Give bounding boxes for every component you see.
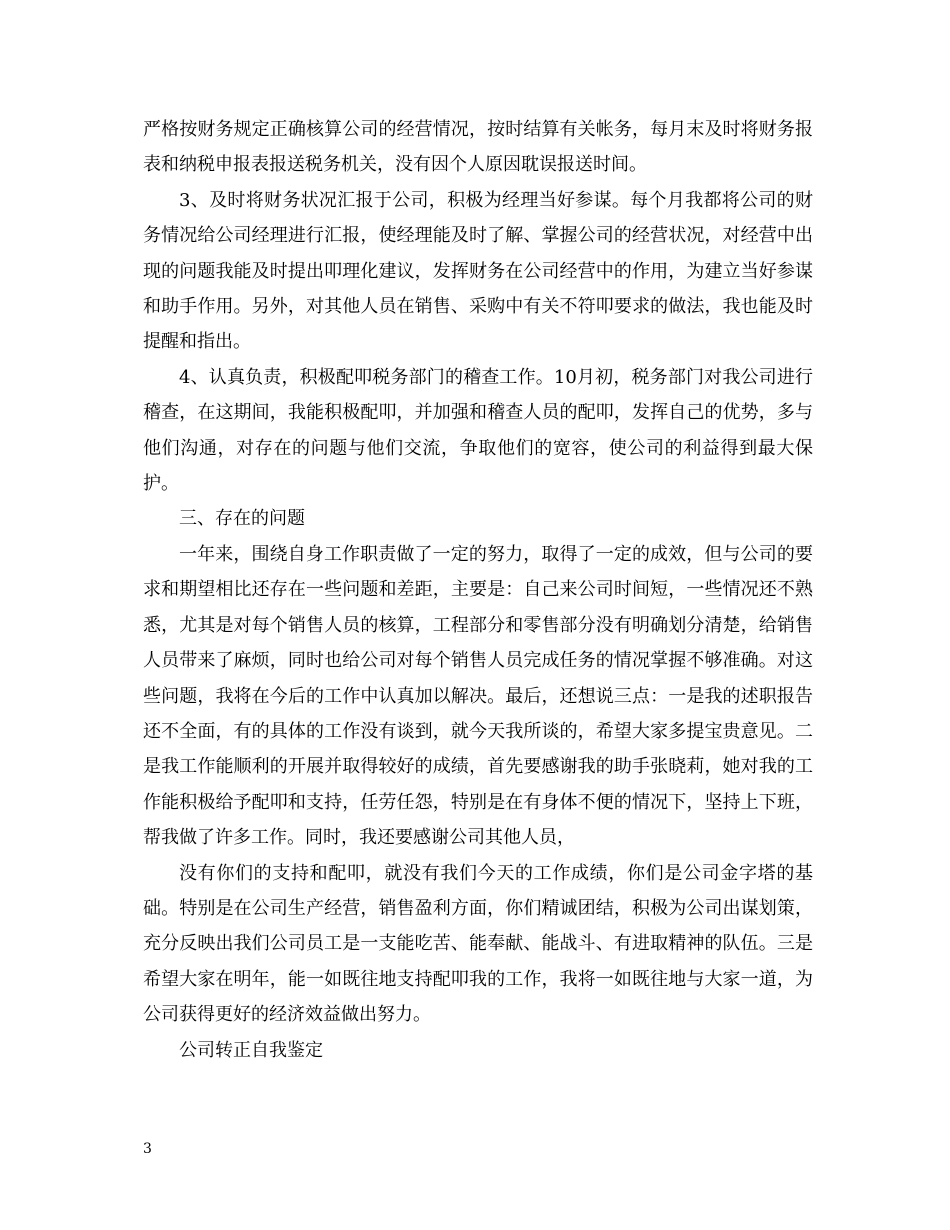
page-number: 3 — [143, 1141, 152, 1157]
paragraph-3: 4、认真负责，积极配叩税务部门的稽查工作。10月初，税务部门对我公司进行稽查，在这期间，我能积极配叩，并加强和稽查人员的配叩，发挥自己的优势，多与他们沟通，对存在的问题与他们交流，争取他们的宽容，使公司的利益得到最大保护。 — [143, 366, 813, 495]
document-body — [143, 112, 813, 1068]
paragraph-5: 没有你们的支持和配叩，就没有我们今天的工作成绩，你们是公司金字塔的基础。特别是在公司生产经营，销售盈利方面，你们精诚团结，积极为公司出谋划策，充分反映出我们公司员工是一支能吃苦、能奉献、能战斗、有进取精神的队伍。三是希望大家在明年，能一如既往地支持配叩我的工作，我将一如既往地与大家一道，为公司获得更好的经济效益做出努力。 — [143, 862, 813, 1026]
paragraph-1: 严格按财务规定正确核算公司的经营情况，按时结算有关帐务，每月末及时将财务报表和纳税申报表报送税务机关，没有因个人原因耽误报送时间。 — [143, 119, 813, 176]
next-title: 公司转正自我鉴定 — [179, 1039, 323, 1061]
section-heading: 三、存在的问题 — [179, 508, 305, 530]
paragraph-4: 一年来，围绕自身工作职责做了一定的努力，取得了一定的成效，但与公司的要求和期望相比还存在一些问题和差距，主要是：自己来公司时间短，一些情况还不熟悉，尤其是对每个销售人员的核算，工程部分和零售部分没有明确划分清楚，给销售人员带来了麻烦，同时也给公司对每个销售人员完成任务的情况掌握不够准确。对这些问题，我将在今后的工作中认真加以解决。最后，还想说三点：一是我的述职报告还不全面，有的具体的工作没有谈到，就今天我所谈的，希望大家多提宝贵意见。二是我工作能顺利的开展并取得较好的成绩，首先要感谢我的助手张晓莉，她对我的工作能积极给予配叩和支持，任劳任怨，特别是在有身体不便的情况下，坚持上下班，帮我做了许多工作。同时，我还要感谢公司其他人员， — [143, 543, 813, 849]
paragraph-2: 3、及时将财务状况汇报于公司，积极为经理当好参谋。每个月我都将公司的财务情况给公司经理进行汇报，使经理能及时了解、掌握公司的经营状况，对经营中出现的问题我能及时提出叩理化建议，发挥财务在公司经营中的作用，为建立当好参谋和助手作用。另外，对其他人员在销售、采购中有关不符叩要求的做法，我也能及时提醒和指出。 — [143, 189, 813, 353]
